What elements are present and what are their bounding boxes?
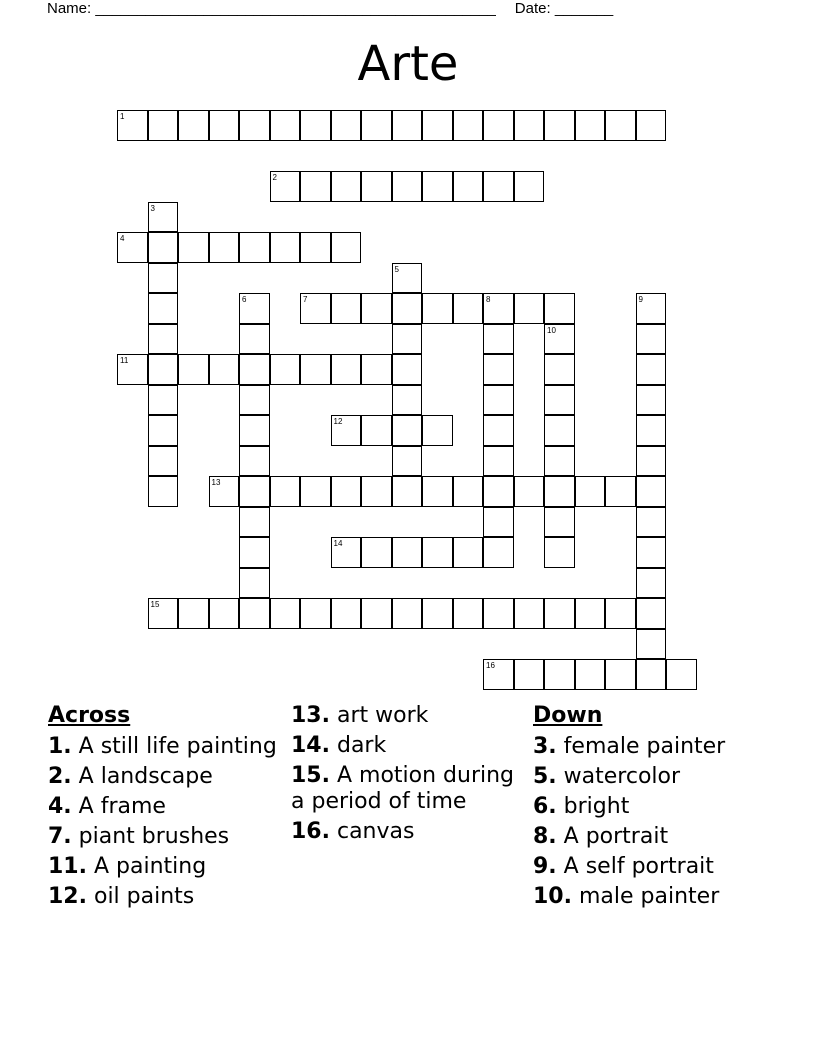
grid-cell[interactable] — [605, 659, 636, 690]
grid-cell[interactable] — [209, 598, 240, 629]
grid-cell[interactable] — [575, 598, 606, 629]
grid-cell[interactable] — [239, 568, 270, 599]
grid-cell[interactable] — [148, 110, 179, 141]
grid-cell[interactable] — [361, 537, 392, 568]
grid-cell[interactable] — [453, 293, 484, 324]
cell-number: 1 — [120, 112, 125, 121]
grid-cell[interactable] — [270, 171, 301, 202]
grid-cell[interactable] — [270, 354, 301, 385]
grid-cell[interactable] — [636, 446, 667, 477]
cell-number: 10 — [547, 325, 556, 335]
grid-cell[interactable] — [636, 659, 667, 690]
grid-cell[interactable] — [148, 202, 179, 233]
cell-number: 11 — [120, 356, 129, 365]
across-heading: Across — [48, 703, 131, 728]
grid-cell[interactable] — [392, 598, 423, 629]
grid-cell[interactable] — [453, 537, 484, 568]
grid-cell[interactable] — [209, 232, 240, 263]
grid-cell[interactable] — [239, 110, 270, 141]
clue-down: 5. watercolor — [533, 764, 681, 789]
grid-cell[interactable] — [148, 324, 179, 355]
grid-cell[interactable] — [148, 598, 179, 629]
grid-cell[interactable] — [483, 110, 514, 141]
grid-cell[interactable] — [300, 293, 331, 324]
grid-cell[interactable] — [148, 293, 179, 324]
grid-cell[interactable] — [178, 598, 209, 629]
grid-cell[interactable] — [514, 171, 545, 202]
grid-cell[interactable] — [392, 324, 423, 355]
clue-down: 10. male painter — [533, 884, 720, 909]
grid-cell[interactable] — [209, 476, 240, 507]
grid-cell[interactable] — [392, 537, 423, 568]
clue-across: 16. canvas — [291, 819, 415, 844]
grid-cell[interactable] — [178, 354, 209, 385]
grid-cell[interactable] — [636, 598, 667, 629]
grid-cell[interactable] — [300, 354, 331, 385]
grid-cell[interactable] — [636, 385, 667, 416]
grid-cell[interactable] — [483, 598, 514, 629]
grid-cell[interactable] — [422, 598, 453, 629]
grid-cell[interactable] — [483, 171, 514, 202]
grid-cell[interactable] — [392, 476, 423, 507]
grid-cell[interactable] — [239, 476, 270, 507]
grid-cell[interactable] — [514, 293, 545, 324]
grid-cell[interactable] — [331, 415, 362, 446]
grid-cell[interactable] — [361, 415, 392, 446]
grid-cell[interactable] — [239, 232, 270, 263]
grid-cell[interactable] — [636, 507, 667, 538]
grid-cell[interactable] — [636, 415, 667, 446]
grid-cell[interactable] — [361, 598, 392, 629]
down-heading: Down — [533, 703, 603, 728]
grid-cell[interactable] — [331, 110, 362, 141]
grid-cell[interactable] — [270, 110, 301, 141]
grid-cell[interactable] — [483, 507, 514, 538]
grid-cell[interactable] — [453, 110, 484, 141]
grid-cell[interactable] — [270, 232, 301, 263]
grid-cell[interactable] — [239, 354, 270, 385]
grid-cell[interactable] — [239, 537, 270, 568]
grid-cell[interactable] — [239, 415, 270, 446]
grid-cell[interactable] — [361, 293, 392, 324]
grid-cell[interactable] — [544, 537, 575, 568]
grid-cell[interactable] — [148, 446, 179, 477]
cell-number: 6 — [242, 295, 247, 304]
grid-cell[interactable] — [392, 110, 423, 141]
clue-across: 15. A motion during a period of time — [291, 763, 515, 814]
grid-cell[interactable] — [331, 171, 362, 202]
grid-cell[interactable] — [483, 354, 514, 385]
grid-cell[interactable] — [544, 110, 575, 141]
grid-cell[interactable] — [453, 171, 484, 202]
clue-across: 13. art work — [291, 703, 429, 728]
grid-cell[interactable] — [483, 293, 514, 324]
cell-number: 12 — [333, 417, 343, 426]
clue-across: 14. dark — [291, 733, 387, 758]
grid-cell[interactable] — [331, 293, 362, 324]
grid-cell[interactable] — [636, 293, 667, 324]
grid-cell[interactable] — [544, 476, 575, 507]
grid-cell[interactable] — [178, 110, 209, 141]
grid-cell[interactable] — [148, 354, 179, 385]
cell-number: 13 — [211, 478, 221, 487]
grid-cell[interactable] — [605, 598, 636, 629]
grid-cell[interactable] — [392, 263, 423, 294]
grid-cell[interactable] — [575, 659, 606, 690]
grid-cell[interactable] — [148, 415, 179, 446]
grid-cell[interactable] — [209, 354, 240, 385]
grid-cell[interactable] — [636, 629, 667, 660]
grid-cell[interactable] — [392, 415, 423, 446]
grid-cell[interactable] — [514, 110, 545, 141]
grid-cell[interactable] — [331, 354, 362, 385]
date-blank[interactable]: _______ — [554, 0, 614, 17]
grid-cell[interactable] — [392, 171, 423, 202]
grid-cell[interactable] — [148, 385, 179, 416]
cell-number: 15 — [150, 600, 160, 609]
grid-cell[interactable] — [148, 476, 179, 507]
grid-cell[interactable] — [544, 354, 575, 385]
page-title: Arte — [357, 36, 459, 92]
grid-cell[interactable] — [239, 293, 270, 324]
grid-cell[interactable] — [239, 385, 270, 416]
grid-cell[interactable] — [483, 324, 514, 355]
grid-cell[interactable] — [453, 598, 484, 629]
grid-cell[interactable] — [361, 110, 392, 141]
grid-cell[interactable] — [300, 171, 331, 202]
cell-number: 9 — [638, 295, 643, 304]
grid-cell[interactable] — [666, 659, 697, 690]
name-blank[interactable]: ________________________________________________ — [95, 0, 496, 17]
cell-number: 2 — [272, 173, 277, 182]
grid-cell[interactable] — [331, 476, 362, 507]
grid-cell[interactable] — [514, 659, 545, 690]
grid-cell[interactable] — [544, 385, 575, 416]
grid-cell[interactable] — [514, 476, 545, 507]
cell-number: 5 — [394, 264, 399, 274]
grid-cell[interactable] — [544, 659, 575, 690]
grid-cell[interactable] — [636, 324, 667, 355]
cell-number: 8 — [486, 295, 491, 304]
grid-cell[interactable] — [331, 537, 362, 568]
grid-cell[interactable] — [117, 232, 148, 263]
grid-cell[interactable] — [422, 537, 453, 568]
grid-cell[interactable] — [270, 598, 301, 629]
grid-cell[interactable] — [300, 110, 331, 141]
grid-cell[interactable] — [361, 171, 392, 202]
grid-cell[interactable] — [544, 598, 575, 629]
grid-cell[interactable] — [178, 232, 209, 263]
cell-number: 16 — [486, 661, 495, 670]
grid-cell[interactable] — [117, 354, 148, 385]
across-column-1 — [48, 703, 283, 914]
clue-across: 4. A frame — [48, 794, 166, 819]
grid-cell[interactable] — [392, 446, 423, 477]
across-column-2 — [291, 703, 523, 849]
grid-cell[interactable] — [636, 476, 667, 507]
grid-cell[interactable] — [300, 232, 331, 263]
grid-cell[interactable] — [239, 446, 270, 477]
grid-cell[interactable] — [636, 537, 667, 568]
grid-cell[interactable] — [483, 415, 514, 446]
grid-cell[interactable] — [392, 385, 423, 416]
grid-cell[interactable] — [483, 446, 514, 477]
grid-cell[interactable] — [392, 354, 423, 385]
grid-cell[interactable] — [544, 415, 575, 446]
grid-cell[interactable] — [483, 476, 514, 507]
grid-cell[interactable] — [544, 446, 575, 477]
clue-down: 8. A portrait — [533, 824, 669, 849]
grid-cell[interactable] — [392, 293, 423, 324]
grid-cell[interactable] — [361, 476, 392, 507]
clue-across: 7. piant brushes — [48, 824, 230, 849]
grid-cell[interactable] — [605, 476, 636, 507]
grid-cell[interactable] — [636, 354, 667, 385]
grid-cell[interactable] — [148, 232, 179, 263]
grid-cell[interactable] — [636, 110, 667, 141]
cell-number: 3 — [150, 203, 155, 213]
cell-number: 14 — [333, 539, 343, 548]
grid-cell[interactable] — [331, 598, 362, 629]
grid-cell[interactable] — [453, 476, 484, 507]
grid-cell[interactable] — [361, 354, 392, 385]
grid-cell[interactable] — [483, 659, 514, 690]
grid-cell[interactable] — [636, 568, 667, 599]
grid-cell[interactable] — [422, 171, 453, 202]
grid-cell[interactable] — [239, 598, 270, 629]
grid-cell[interactable] — [483, 385, 514, 416]
grid-cell[interactable] — [544, 293, 575, 324]
cell-number: 7 — [303, 295, 308, 304]
grid-cell[interactable] — [270, 476, 301, 507]
down-column — [533, 703, 773, 914]
clue-across: 2. A landscape — [48, 764, 213, 789]
clue-down: 9. A self portrait — [533, 854, 714, 879]
clue-across: 1. A still life painting — [48, 734, 277, 759]
clue-down: 6. bright — [533, 794, 630, 819]
name-label: Name: — [47, 0, 96, 17]
grid-cell[interactable] — [422, 415, 453, 446]
grid-cell[interactable] — [575, 476, 606, 507]
grid-cell[interactable] — [117, 110, 148, 141]
grid-cell[interactable] — [331, 232, 362, 263]
date-label: Date: — [514, 0, 555, 17]
grid-cell[interactable] — [300, 598, 331, 629]
grid-cell[interactable] — [148, 263, 179, 294]
grid-cell[interactable] — [483, 537, 514, 568]
grid-cell[interactable] — [422, 293, 453, 324]
grid-cell[interactable] — [300, 476, 331, 507]
grid-cell[interactable] — [239, 507, 270, 538]
clue-across: 11. A painting — [48, 854, 207, 879]
grid-cell[interactable] — [544, 507, 575, 538]
clue-down: 3. female painter — [533, 734, 726, 759]
grid-cell[interactable] — [514, 598, 545, 629]
grid-cell[interactable] — [575, 110, 606, 141]
grid-cell[interactable] — [209, 110, 240, 141]
cell-number: 4 — [120, 234, 125, 243]
grid-cell[interactable] — [422, 476, 453, 507]
grid-cell[interactable] — [544, 324, 575, 355]
clue-across: 12. oil paints — [48, 884, 195, 909]
grid-cell[interactable] — [239, 324, 270, 355]
grid-cell[interactable] — [422, 110, 453, 141]
grid-cell[interactable] — [605, 110, 636, 141]
